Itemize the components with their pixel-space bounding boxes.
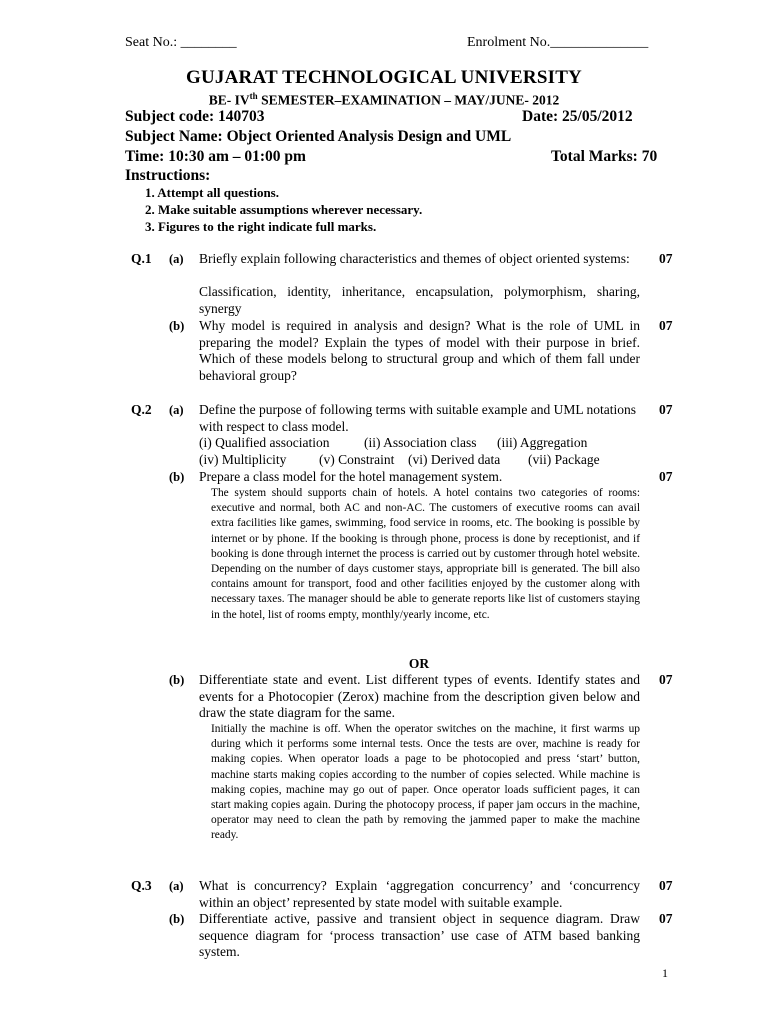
q2b-alt-text: Differentiate state and event. List different types of events. Identify states and events for a Photocopier (Zerox) machine from the description given below and draw the state diagram for the same. — [199, 672, 640, 721]
q3a-label: (a) — [169, 879, 184, 893]
q3b-text: Differentiate active, passive and transient object in sequence diagram. Draw sequence diagram for ‘process transaction’ use case of ATM based banking system. — [199, 911, 640, 960]
university-title: GUJARAT TECHNOLOGICAL UNIVERSITY — [186, 67, 582, 88]
exam-suffix: SEMESTER–EXAMINATION – MAY/JUNE- 2012 — [257, 92, 560, 108]
q2a-text: Define the purpose of following terms with suitable example and UML notations with respect to class model. — [199, 402, 637, 434]
q2b-text: Prepare a class model for the hotel management system. — [199, 469, 503, 484]
option-item: (iii) Aggregation — [497, 435, 588, 450]
or-separator: OR — [408, 656, 430, 671]
q1b-label: (b) — [169, 319, 185, 333]
instruction-item: 2. Make suitable assumptions wherever necessary. — [145, 202, 423, 217]
q2-number: Q.2 — [131, 402, 152, 417]
q2b-alt-description: Initially the machine is off. When the operator switches on the machine, it first warms up during which it performs some internal tests. Once the tests are over, machine is ready for making copies. When operator loads a page to be photocopied and press ‘start’ button, machine starts making copies according to the number of copies selected. While machine is making copies, machine may go out of paper. Once operator loads sufficient pages, it can start making copies again. During the photocopy process, if paper jam occurs in the machine, operator may need to clean the path by removing the jammed paper to make the machine ready. — [211, 723, 640, 842]
q1-number: Q.1 — [131, 251, 152, 266]
q2b-description: The system should supports chain of hotels. A hotel contains two categories of rooms: executive and normal, both AC and non-AC. The customers of executive rooms can avail extra facilities like games, swimming, food service in rooms, etc. The booking is possible by internet or by phone. If the booking is through phone, process is done by receptionist, and if booking is done through internet the process is carried out by customer through hotel website. Depending on the number of days customer stays, appropriate bill is generated. The bill also contains amount for transport, food and other facilities enjoyed by the customer along with necessary taxes. The manager should be able to generate reports like list of customers staying in the hotel, list of rooms empty, monthly/yearly income, etc. — [211, 487, 640, 621]
q2b-label: (b) — [169, 470, 185, 484]
exam-time: Time: 10:30 am – 01:00 pm — [125, 148, 306, 165]
q3a-text: What is concurrency? Explain ‘aggregation concurrency’ and ‘concurrency within an object’ represented by state model with suitable example. — [199, 878, 640, 910]
exam-sup: th — [249, 91, 258, 101]
option-item: (ii) Association class — [364, 435, 477, 450]
q1a-label: (a) — [169, 252, 184, 266]
q1a-text2: Classification, identity, inheritance, encapsulation, polymorphism, sharing, synergy — [199, 284, 640, 316]
enrolment-no: Enrolment No.______________ — [467, 35, 649, 50]
subject-code: Subject code: 140703 — [125, 108, 265, 125]
q2a-marks: 07 — [659, 402, 673, 417]
option-item: (v) Constraint — [319, 452, 395, 467]
instructions-title: Instructions: — [125, 167, 211, 184]
total-marks: Total Marks: 70 — [551, 148, 658, 165]
option-item: (i) Qualified association — [199, 435, 330, 450]
option-item: (vi) Derived data — [408, 452, 501, 467]
q1a-marks: 07 — [659, 251, 673, 266]
q3b-marks: 07 — [659, 911, 673, 926]
seat-no: Seat No.: ________ — [125, 35, 237, 50]
instruction-item: 1. Attempt all questions. — [145, 185, 279, 200]
q3-number: Q.3 — [131, 878, 152, 893]
q2b-alt-label: (b) — [169, 673, 185, 687]
q3b-label: (b) — [169, 912, 185, 926]
q1b-text: Why model is required in analysis and design? What is the role of UML in preparing the model? Explain the types of model with their purpose in brief. Which of these models belong to structural group and which of them fall under behavioral group? — [199, 318, 640, 384]
exam-prefix: BE- IV — [208, 92, 250, 108]
q1b-marks: 07 — [659, 318, 673, 333]
q3a-marks: 07 — [659, 878, 673, 893]
q2a-label: (a) — [169, 403, 184, 417]
q1a-text: Briefly explain following characteristics and themes of object oriented systems: — [199, 251, 630, 266]
q2b-marks: 07 — [659, 469, 673, 484]
q2b-alt-marks: 07 — [659, 672, 673, 687]
subject-name: Subject Name: Object Oriented Analysis Design and UML — [125, 128, 512, 145]
exam-title — [0, 91, 768, 109]
instruction-item: 3. Figures to the right indicate full marks. — [145, 219, 377, 234]
option-item: (iv) Multiplicity — [199, 452, 287, 467]
exam-date: Date: 25/05/2012 — [522, 108, 633, 125]
option-item: (vii) Package — [528, 452, 600, 467]
page-number: 1 — [662, 966, 668, 980]
